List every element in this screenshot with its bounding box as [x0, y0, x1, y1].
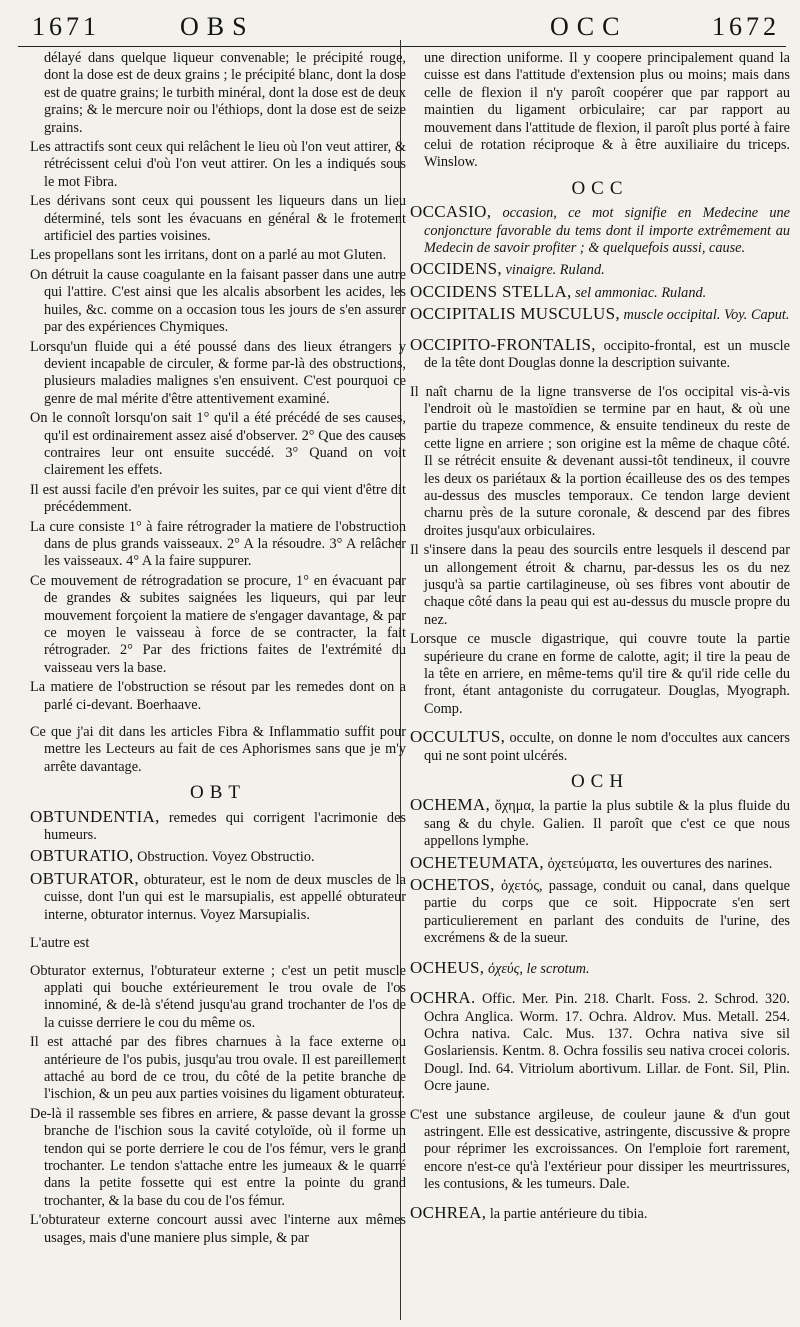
header-rule [18, 46, 786, 47]
entry-ocheteumata [410, 854, 790, 873]
definition: vinaigre. Ruland. [505, 262, 605, 279]
headword: OCHETEUMATA, [410, 852, 544, 872]
paragraph: Les propellans sont les irritans, dont on a parlé au mot Gluten. [30, 247, 387, 264]
entry-ochra [410, 989, 790, 1095]
section-heading-obt: OBT [190, 782, 246, 804]
entry-obturatio [30, 847, 406, 866]
definition: occasion, ce mot signifie en Medecine une conjoncture favorable du tems dont il importe extrêmement au Medecin de savoir profiter ; & quelquefois aussi, cause. [424, 205, 790, 257]
paragraph: L'autre est [30, 935, 90, 952]
headword: OBTURATIO, [30, 846, 134, 866]
paragraph: De-là il rassemble ses fibres en arriere, & passe devant la grosse branche de l'ischion sous la cavité cotyloïde, où il forme un tendon qui se porte derriere le cou de l'os fémur, vers le grand trochanter. Le tendon s'attache entre les jumeaux & le quarré dans la petite fossette qui est entre la pointe du grand trochanter, & la base du cou de l'os fémur. [30, 1105, 406, 1209]
header-word-left: OBS [180, 12, 255, 41]
definition: sel ammoniac. Ruland. [575, 284, 707, 301]
definition: occulte, on donne le nom d'occultes aux cancers qui ne sont point ulcérés. [424, 730, 790, 764]
section-heading-och: OCH [570, 771, 630, 793]
entry-occasio [410, 203, 790, 257]
paragraph: On le connoît lorsqu'on sait 1° qu'il a été précédé de ses causes, qu'il est ordinairement assez aisé d'observer. 2° Que des causes contraires leur ont ensuite succédé. 3° Quand on voit clairement les effets. [30, 410, 406, 479]
headword: OCCULTUS, [410, 727, 506, 747]
definition: ὀχετός, passage, conduit ou canal, dans quelque partie du corps que ce soit. Hippocrate s'en sert particulierement en parlant des conduits de l'urine, des excrémens & de la sueur. [424, 878, 791, 947]
entry-ochema [410, 796, 790, 850]
paragraph: Les attractifs sont ceux qui relâchent le lieu où l'on veut attirer, & rétrécissent celui d'où l'on veut attirer. On les a indiqués sous le mot Fibra. [30, 139, 406, 190]
definition: ὀχεύς, le scrotum. [487, 960, 590, 977]
definition: la partie antérieure du tibia. [489, 1205, 648, 1222]
entry-ocheus [410, 959, 790, 978]
paragraph: L'obturateur externe concourt aussi avec l'interne aux mêmes usages, mais d'une maniere plus simple, & par [30, 1212, 406, 1246]
paragraph: Obturator externus, l'obturateur externe ; c'est un petit muscle applati qui bouche extérieurement le trou ovale de l'os innominé, & de-là s'étend jusqu'au grand trochanter de l'os de la cuisse derriere le cou du même os. [30, 962, 406, 1031]
entry-ochetos [410, 876, 790, 948]
entry-ochrea [410, 1204, 790, 1223]
paragraph: On détruit la cause coagulante en la faisant passer dans une autre qui l'attire. C'est ainsi que les alcalis absorbent les acides, les huiles, &c. comme on a occasion tous les jours de s'en assurer par des expériences Chymiques. [30, 266, 406, 336]
paragraph: Lorsque ce muscle digastrique, qui couvre toute la partie supérieure du crane en forme de calotte, agit; il tire la peau de la tête en arriere, en même-tems qu'il tire & qu'il ride celle du front, étant antagoniste du corrugateur. Douglas, Myograph. Comp. [410, 631, 790, 717]
headword: OBTUNDENTIA, [30, 806, 160, 826]
headword: OCHEMA, [410, 795, 491, 815]
headword: OCCIDENS STELLA, [410, 281, 572, 301]
headword: OCHRA. [410, 988, 476, 1008]
definition: obturateur, est le nom de deux muscles de la cuisse, dont l'un qui est le marsupialis, est appellé obturateur interne, obturator internus. Voyez Marsupialis. [44, 871, 407, 923]
entry-occipito-frontalis [410, 336, 790, 373]
entry-obtundentia [30, 808, 406, 845]
entry-occipitalis [410, 305, 790, 324]
entry-occultus [410, 728, 790, 765]
running-header [0, 0, 800, 44]
paragraph: une direction uniforme. Il y coopere principalement quand la cuisse est dans l'attitude d'extension plus ou moins; mais dans celle de flexion il n'y paroît coopérer que par rapport au maintien du ligament orbiculaire; car par rapport au mouvement dans l'attitude de flexion, il paroît plus porté à faire celui de rotation réciproque & à être auxiliaire du triceps. Winslow. [424, 50, 790, 171]
page-number-right: 1672 [712, 12, 780, 41]
definition: remedes qui corrigent l'acrimonie des humeurs. [44, 809, 406, 844]
left-column [30, 50, 406, 1249]
right-column [410, 50, 790, 1226]
section-heading-occ: OCC [571, 177, 629, 199]
headword: OCCIPITALIS MUSCULUS, [410, 304, 620, 324]
paragraph: C'est une substance argileuse, de couleur jaune & d'un gout astringent. Elle est dessicative, astringente, discussive & propre pour réprimer les excroissances. On l'emploie fort rarement, encore n'est-ce qu'à l'extérieur pour dissiper les meurtrissures, les contusions, & les tumeurs. Dale. [410, 1106, 790, 1193]
headword: OCHEUS, [410, 957, 485, 977]
definition: Obstruction. Voyez Obstructio. [137, 849, 315, 866]
headword: OCHETOS, [410, 875, 495, 895]
definition: ὄχημα, la partie la plus subtile & la plus fluide du sang & du chyle. Galien. Il paroît que c'est ce que nous appellons lymphe. [424, 798, 790, 850]
paragraph: Il s'insere dans la peau des sourcils entre lesquels il descend par un allongement étroit & charnu, par-dessus les os du nez jusqu'à sa partie cartilagineuse, où ses fibres vont aboutir de chaque côté dans la peau qui est au-dessus du muscle propre du nez. [410, 542, 790, 628]
paragraph: délayé dans quelque liqueur convenable; le précipité rouge, dont la dose est de deux grains ; le précipité blanc, dont la dose est de quatre grains; le turbith minéral, dont la dose est de deux grains; & le mercure noir ou l'éthiops, dont la dose est de seize grains. [44, 50, 406, 136]
paragraph: Ce mouvement de rétrogradation se procure, 1° en évacuant par de grandes & subites saignées les liqueurs, qui par leur mouvement forçoient la matiere de s'engager davantage, & par ce moyen le vaisseau à force de se contracter, la fait rétrograder. 2° Par des frictions faites de l'extrémité du vaisseau vers la base. [30, 572, 406, 676]
paragraph: La matiere de l'obstruction se résout par les remedes dont on a parlé ci-devant. Boerhaave. [30, 679, 406, 713]
headword: OCCASIO, [410, 202, 492, 222]
paragraph: Ce que j'ai dit dans les articles Fibra & Inflammatio suffit pour mettre les Lecteurs au fait de ces Aphorismes sans que je m'y arrête davantage. [30, 724, 406, 775]
definition: occipito-frontal, est un muscle de la tête dont Douglas donne la description suivante. [424, 337, 790, 372]
page-number-left: 1671 [32, 12, 100, 41]
paragraph: Lorsqu'un fluide qui a été poussé dans des lieux étrangers y devient incapable de circuler, & forme par-là des obstructions, plusieurs maladies malignes s'en ensuivent. C'est pourquoi ce genre de mal mérite d'être attentivement examiné. [30, 338, 406, 407]
headword: OCHREA, [410, 1202, 487, 1222]
definition: muscle occipital. Voy. Caput. [623, 307, 790, 324]
definition: Offic. Mer. Pin. 218. Charlt. Foss. 2. Schrod. 320. Ochra Anglica. Worm. 17. Ochra. Aldrov. Mus. Metall. 254. Ochra nativa. Calc. Mus. 137. Ochra nativa sive sil Goslariensis. Kentm. 8. Ochra fossilis seu nativa crocei coloris. Dougl. Ind. 64. Vitriolum abortivum. Lillar. de Font. Sil, Plin. Ocre jaune. [424, 991, 790, 1095]
headword: OCCIPITO-FRONTALIS, [410, 334, 596, 354]
headword: OBTURATOR, [30, 868, 139, 888]
entry-occidens-stella [410, 283, 790, 302]
headword: OCCIDENS, [410, 259, 502, 279]
paragraph: Il est aussi facile d'en prévoir les suites, par ce qui vient d'être dit précédemment. [30, 481, 406, 516]
paragraph: La cure consiste 1° à faire rétrograder la matiere de l'obstruction dans de plus grands vaisseaux. 2° A la résoudre. 3° A relâcher les vaisseaux. 4° A la faire suppurer. [30, 518, 406, 570]
header-word-right: OCC [550, 12, 628, 41]
entry-occidens [410, 260, 790, 279]
paragraph: Il est attaché par des fibres charnues à la face externe ou antérieure de l'os pubis, jusqu'au trou ovale. Il est pareillement attaché au bord de ce trou, du côté de la petite branche de l'ischion, & un peu aux parties voisines du ligament obturateur. [30, 1034, 406, 1103]
paragraph: Il naît charnu de la ligne transverse de l'os occipital vis-à-vis l'endroit où le mastoïdien se termine par en haut, & où une partie du trapeze commence, & ensuite tendineux du reste de cette ligne en arriere ; son origine est la même de chaque côté. Il se rétrécit ensuite & devenant aussi-tôt tendineux, il couvre les deux os pariétaux & la portion écailleuse des os des tempes au-dessus des muscles temporaux. Ce tendon large devient charnu près de la suture coronale, & descend par des fibres droites jusqu'aux orbiculaires. [410, 383, 790, 539]
paragraph: Les dérivans sont ceux qui poussent les liqueurs dans un lieu déterminé, tels sont les évacuans en général & le frotement artificiel des parties voisines. [30, 193, 406, 245]
definition: ὀχετεύματα, les ouvertures des narines. [547, 855, 773, 872]
entry-obturator [30, 870, 406, 924]
